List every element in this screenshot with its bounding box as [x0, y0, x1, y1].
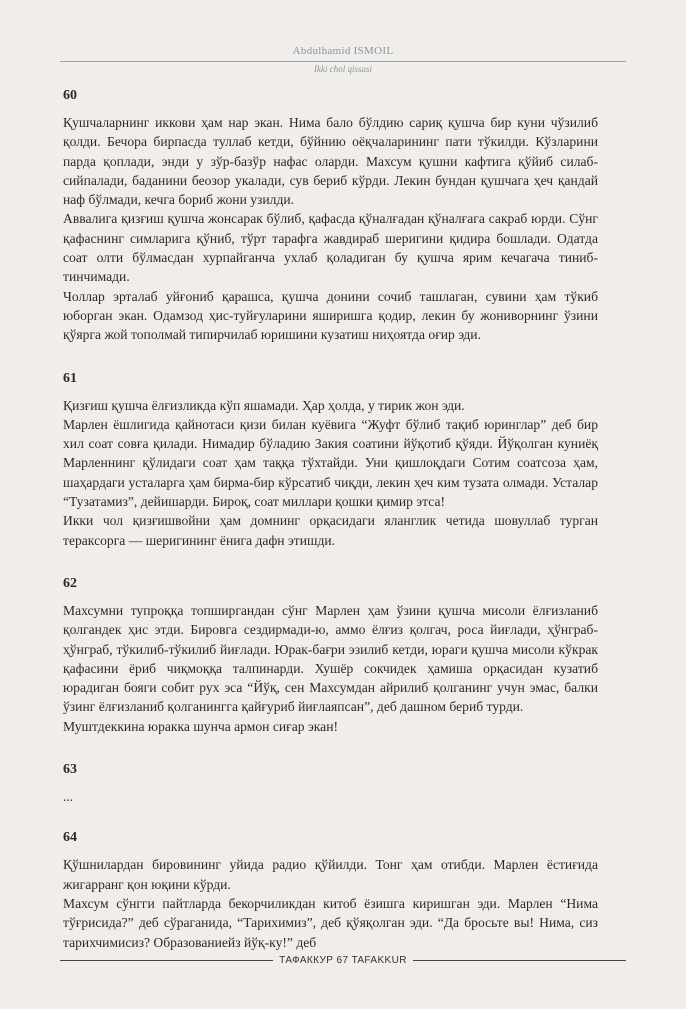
section-64: [63, 828, 598, 951]
paragraph: Қушчаларнинг иккови ҳам нар экан. Нима бало бўлдию сариқ қушча бир куни чўзилиб қолди. Бечора бирпасда туллаб кетди, бўйнию оёқчаларининг пати тўкилди. Кўзларини парда қоплади, энди у зўр-базўр нафас оларди. Махсум қушни кафтига қўйиб силаб-сийпалади, баданини беозор укалади, сув бериб кўрди. Лекин бундан қушчага ҳеч қандай наф бўлмади, кечга бориб жони узилди.: [63, 115, 598, 208]
paragraph: Махсум сўнгги пайтларда бекорчиликдан китоб ёзишга киришган эди. Марлен “Нима тўғрисида?” деб сўраганида, “Тарихимиз”, деб қўяқолган эди. “Да бросьте вы! Нима, сиз тарихчимисиз? Образованиейз йўқ-ку!” деб: [63, 895, 598, 950]
section-number: 63: [63, 762, 77, 778]
header-rule: [60, 61, 626, 62]
header-author: Abdulhamid ISMOIL: [292, 45, 394, 57]
paragraph: Икки чол қизғишвойни ҳам домнинг орқасидаги яланглик четида шовуллаб турган тераксорга — шеригининг ёнига дафн этишди.: [63, 513, 598, 548]
page-body: [63, 86, 598, 952]
footer-rule-right: [413, 960, 626, 961]
paragraph: ...: [63, 789, 74, 805]
paragraph: Қизғиш қушча ёлғизликда кўп яшамади. Ҳар ҳолда, у тирик жон эди.: [63, 397, 465, 413]
section-number: 62: [63, 575, 77, 591]
section-number: 60: [63, 88, 77, 103]
paragraph: Махсумни тупроққа топширгандан сўнг Марлен ҳам ўзини қушча мисоли ёлғизланиб қолгандек ҳис этди. Бировга сездирмади-ю, аммо ёлғиз қолгач, роса йиғлади, ҳўнграб-ҳўнграб, тўкилиб-тўкилиб йиғлади. Юрак-бағри эзилиб кетди, юраги қушча мисоли кўкрак қафасини ёриб чиқмоққа талпинарди. Хушёр сокчидек ҳамиша орқасидан кузатиб юрадиган бояги собит рух эса “Йўқ, сен Махсумдан айрилиб қолганинг учун эмас, балки ўзинг ёлғизланиб қолганингга қайғуриб йиғлаяпсан”, деб дашном бериб турди.: [63, 602, 598, 715]
footer-text: ТАФАККУР 67 TAFAKKUR: [279, 954, 407, 966]
paragraph: Чоллар эрталаб уйғониб қарашса, қушча донини сочиб ташлаган, сувини ҳам тўкиб юборган экан. Одамзод ҳис-туйғуларини яширишга қодир, лекин бу жониворнинг ўзини қўярга жой тополмай типирчилаб юришини кузатиш ниҳоятда оғир эди.: [63, 288, 598, 343]
section-61: [63, 369, 598, 550]
running-header: [0, 44, 686, 75]
section-gap: [63, 550, 598, 574]
section-60: [63, 86, 598, 345]
section-number: 61: [63, 370, 77, 386]
paragraph: Қўшнилардан бировининг уйида радио қўйилди. Тонг ҳам отибди. Марлен ёстиғида жигарранг қон юқини кўрди.: [63, 857, 598, 892]
paragraph: Марлен ёшлигида қайнотаси қизи билан куёвига “Жуфт бўлиб тақиб юринглар” деб бир хил соат совға қилади. Нимадир бўладию Закия соатини йўқотиб қўяди. Йўқолган куниёқ Марленнинг қўлидаги соат ҳам таққа тўхтайди. Уни қишлоқдаги Сотим соатсоза ҳам, шаҳардаги усталарга ҳам бирма-бир кўрсатиб чиқди, лекин ҳеч ким тузата олмади. Усталар “Тузатамиз”, дейишарди. Бироқ, соат миллари қошки қимир этса!: [63, 416, 598, 510]
footer-rule-left: [60, 960, 273, 961]
section-gap: [63, 345, 598, 369]
header-book-title: Ikki chol qissasi: [314, 64, 372, 74]
section-62: [63, 574, 598, 736]
section-63: [63, 760, 598, 806]
section-gap: [63, 736, 598, 760]
paragraph: Муштдеккина юракка шунча армон сиғар экан!: [63, 718, 339, 734]
page-footer: [60, 952, 626, 968]
paragraph: Аввалига қизғиш қушча жонсарак бўлиб, қафасда қўналғадан қўналғага сакраб юрди. Сўнг қафаснинг симларига қўниб, тўрт тарафга жавдираб шеригини қидира бошлади. Одатда соат олти бўлмасдан хурпайганча ухлаб қоладиган бу қушча ярим кечагача тиниб-тинчимади.: [63, 211, 598, 285]
section-number: 64: [63, 830, 77, 846]
